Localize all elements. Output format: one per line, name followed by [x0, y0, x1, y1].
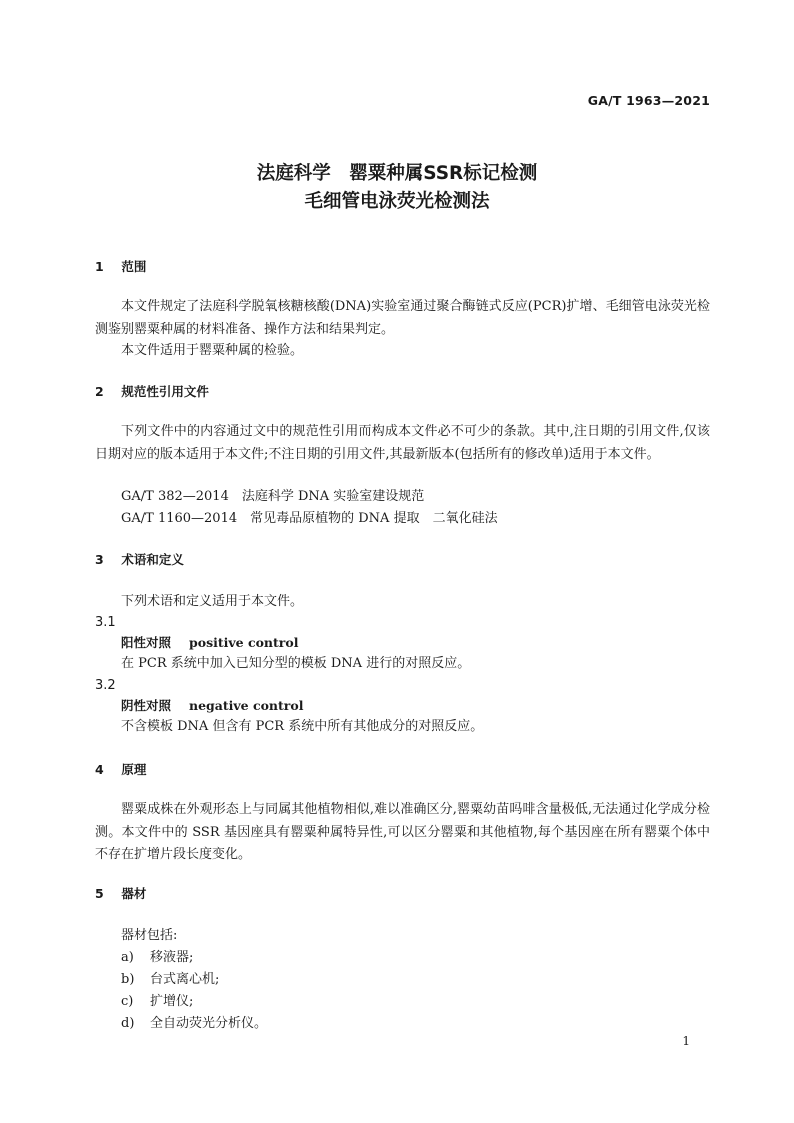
page-number: 1	[682, 1034, 690, 1048]
section-number: 1	[95, 259, 104, 274]
section-number: 2	[95, 384, 104, 399]
list-item	[121, 948, 193, 968]
section-title: 规范性引用文件	[121, 384, 209, 399]
section-title: 器材	[121, 886, 147, 901]
list-item	[121, 970, 219, 990]
term-en: negative control	[189, 698, 304, 713]
list-marker: b)	[121, 972, 135, 987]
document-title-line1: 法庭科学 罂粟种属SSR标记检测	[256, 163, 538, 184]
list-text: 移液器;	[150, 950, 194, 965]
section-4-heading	[95, 762, 146, 778]
term-3-2-number: 3.2	[95, 678, 116, 693]
section-2-paragraph-1: 下列文件中的内容通过文中的规范性引用而构成本文件必不可少的条款。其中,注日期的引用文件,仅该日期对应的版本适用于本文件;不注日期的引用文件,其最新版本(包括所有的修改单)适用于本文件。	[95, 424, 710, 462]
reference-2: GA/T 1160—2014 常见毒品原植物的 DNA 提取 二氧化硅法	[121, 511, 498, 526]
standard-code: GA/T 1963—2021	[587, 93, 710, 108]
list-item	[121, 992, 193, 1012]
list-marker: d)	[121, 1016, 135, 1031]
section-title: 术语和定义	[121, 552, 184, 567]
section-3-intro: 下列术语和定义适用于本文件。	[121, 594, 304, 609]
list-marker: a)	[121, 950, 134, 965]
list-text: 扩增仪;	[150, 994, 194, 1009]
reference-1: GA/T 382—2014 法庭科学 DNA 实验室建设规范	[121, 489, 425, 504]
list-marker: c)	[121, 994, 134, 1009]
section-1-heading	[95, 259, 146, 275]
term-en: positive control	[189, 635, 299, 650]
document-title-line2: 毛细管电泳荧光检测法	[304, 191, 490, 212]
section-number: 3	[95, 552, 104, 567]
list-text: 台式离心机;	[150, 972, 220, 987]
section-title: 原理	[121, 762, 147, 777]
list-text: 全自动荧光分析仪。	[150, 1016, 268, 1031]
term-3-2-definition: 不含模板 DNA 但含有 PCR 系统中所有其他成分的对照反应。	[121, 719, 484, 734]
term-3-1	[121, 633, 298, 653]
section-number: 4	[95, 762, 104, 777]
term-3-1-number: 3.1	[95, 615, 116, 630]
list-item	[121, 1014, 267, 1034]
section-1-paragraph-1: 本文件规定了法庭科学脱氧核糖核酸(DNA)实验室通过聚合酶链式反应(PCR)扩增、毛细管电泳荧光检测鉴别罂粟种属的材料准备、操作方法和结果判定。	[95, 299, 710, 337]
term-zh: 阴性对照	[121, 698, 172, 713]
section-3-heading	[95, 552, 184, 568]
section-4-paragraph-1: 罂粟成株在外观形态上与同属其他植物相似,难以准确区分,罂粟幼苗吗啡含量极低,无法通过化学成分检测。本文件中的 SSR 基因座具有罂粟种属特异性,可以区分罂粟和其他植物,每个基因座在所有罂粟个体中不存在扩增片段长度变化。	[95, 802, 710, 862]
term-3-1-definition: 在 PCR 系统中加入已知分型的模板 DNA 进行的对照反应。	[121, 656, 471, 671]
section-2-heading	[95, 384, 209, 400]
section-number: 5	[95, 886, 104, 901]
section-5-heading	[95, 886, 146, 902]
section-5-intro: 器材包括:	[121, 928, 178, 943]
term-3-2	[121, 696, 303, 716]
section-title: 范围	[121, 259, 147, 274]
term-zh: 阳性对照	[121, 635, 172, 650]
section-1-paragraph-2: 本文件适用于罂粟种属的检验。	[121, 343, 304, 358]
